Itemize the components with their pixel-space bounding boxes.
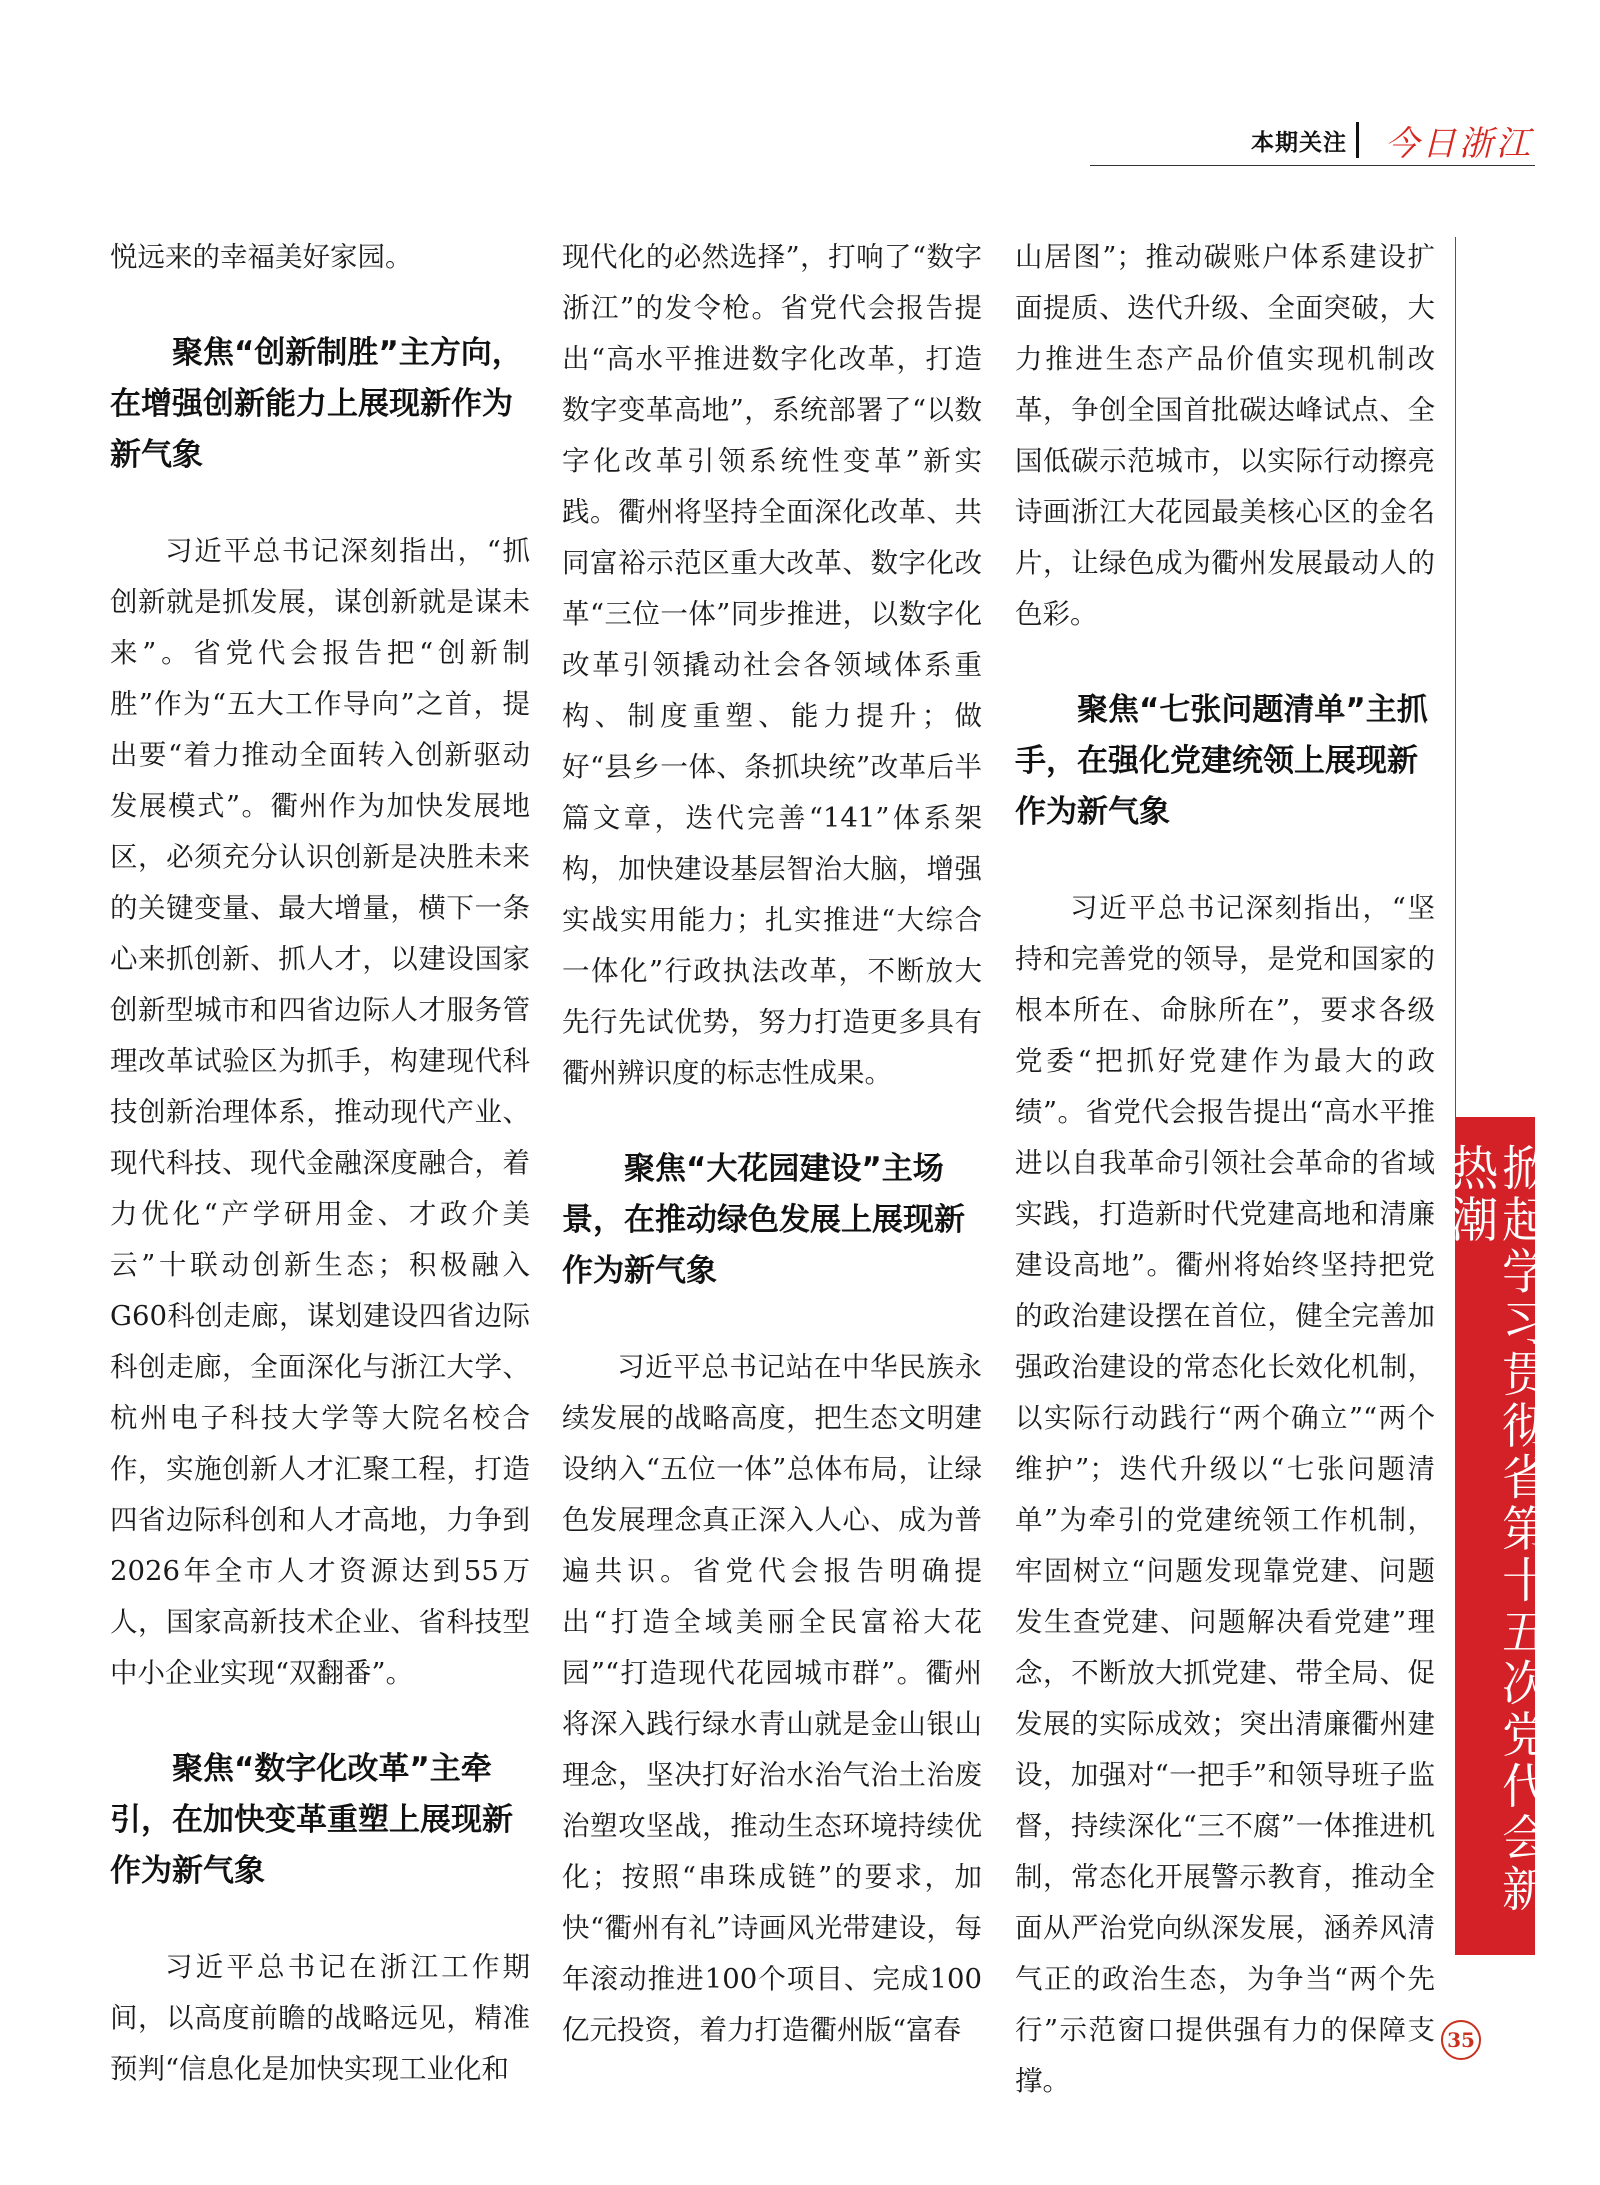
paragraph: 悦远来的幸福美好家园。 — [110, 241, 413, 273]
section-label: 本期关注 — [1251, 130, 1347, 156]
sidebar-banner — [1442, 1117, 1550, 1955]
paragraph: 习近平总书记在浙江工作期间，以高度前瞻的战略远见，精准预判“信息化是加快实现工业化和 — [110, 1951, 530, 2085]
paragraph: 现代化的必然选择”，打响了“数字浙江”的发令枪。省党代会报告提出“高水平推进数字化改革，打造数字变革高地”，系统部署了“以数字化改革引领系统性变革”新实践。衢州将坚持全面深化改革、共同富裕示范区重大改革、数字化改革“三位一体”同步推进，以数字化改革引领撬动社会各领域体系重构、制度重塑、能力提升；做好“县乡一体、条抓块统”改革后半篇文章，迭代完善“141”体系架构，加快建设基层智治大脑，增强实战实用能力；扎实推进“大综合一体化”行政执法改革，不断放大先行先试优势，努力打造更多具有衢州辨识度的标志性成果。 — [562, 241, 982, 1089]
section-heading-digital-reform: 聚焦“数字化改革”主牵引，在加快变革重塑上展现新作为新气象 — [110, 1751, 513, 1889]
magazine-logo: 今日浙江 — [1385, 124, 1533, 164]
page-number: 35 — [1441, 2020, 1481, 2060]
paragraph: 习近平总书记站在中华民族永续发展的战略高度，把生态文明建设纳入“五位一体”总体布局，让绿色发展理念真正深入人心、成为普遍共识。省党代会报告明确提出“打造全域美丽全民富裕大花园”“打造现代花园城市群”。衢州将深入践行绿水青山就是金山银山理念，坚决打好治水治气治土治废治塑攻坚战，推动生态环境持续优化；按照“串珠成链”的要求，加快“衢州有礼”诗画风光带建设，每年滚动推进100个项目、完成100亿元投资，着力打造衢州版“富春 — [562, 1351, 982, 2046]
article-column-2 — [562, 232, 982, 2056]
header-rule — [1090, 165, 1535, 166]
column-rule — [1455, 237, 1456, 1117]
section-heading-party-building: 聚焦“七张问题清单”主抓手，在强化党建统领上展现新作为新气象 — [1015, 692, 1428, 830]
article-column-1 — [110, 232, 530, 2095]
paragraph: 习近平总书记深刻指出，“抓创新就是抓发展，谋创新就是谋未来”。省党代会报告把“创新制胜”作为“五大工作导向”之首，提出要“着力推动全面转入创新驱动发展模式”。衢州作为加快发展地区，必须充分认识创新是决胜未来的关键变量、最大增量，横下一条心来抓创新、抓人才，以建设国家创新型城市和四省边际人才服务管理改革试验区为抓手，构建现代科技创新治理体系，推动现代产业、现代科技、现代金融深度融合，着力优化“产学研用金、才政介美云”十联动创新生态；积极融入G60科创走廊，谋划建设四省边际科创走廊，全面深化与浙江大学、杭州电子科技大学等大院名校合作，实施创新人才汇聚工程，打造四省边际科创和人才高地，力争到2026年全市人才资源达到55万人，国家高新技术企业、省科技型中小企业实现“双翻番”。 — [110, 535, 530, 1689]
section-heading-innovation: 聚焦“创新制胜”主方向，在增强创新能力上展现新作为新气象 — [110, 335, 523, 473]
section-heading-garden: 聚焦“大花园建设”主场景，在推动绿色发展上展现新作为新气象 — [562, 1151, 965, 1289]
paragraph: 山居图”；推动碳账户体系建设扩面提质、迭代升级、全面突破，大力推进生态产品价值实现机制改革，争创全国首批碳达峰试点、全国低碳示范城市，以实际行动擦亮诗画浙江大花园最美核心区的金名片，让绿色成为衢州发展最动人的色彩。 — [1015, 241, 1435, 630]
sidebar-title: 掀起学习贯彻省第十五次党代会新热潮 — [1442, 1143, 1550, 1916]
running-header — [1090, 118, 1535, 166]
paragraph: 习近平总书记深刻指出，“坚持和完善党的领导，是党和国家的根本所在、命脉所在”，要求各级党委“把抓好党建作为最大的政绩”。省党代会报告提出“高水平推进以自我革命引领社会革命的省域实践，打造新时代党建高地和清廉建设高地”。衢州将始终坚持把党的政治建设摆在首位，健全完善加强政治建设的常态化长效化机制，以实际行动践行“两个确立”“两个维护”；迭代升级以“七张问题清单”为牵引的党建统领工作机制，牢固树立“问题发现靠党建、问题发生查党建、问题解决看党建”理念，不断放大抓党建、带全局、促发展的实际成效；突出清廉衢州建设，加强对“一把手”和领导班子监督，持续深化“三不腐”一体推进机制，常态化开展警示教育，推动全面从严治党向纵深发展，涵养风清气正的政治生态，为争当“两个先行”示范窗口提供强有力的保障支撑。 — [1015, 892, 1435, 2097]
article-column-3 — [1015, 232, 1435, 2107]
header-divider — [1356, 122, 1359, 158]
